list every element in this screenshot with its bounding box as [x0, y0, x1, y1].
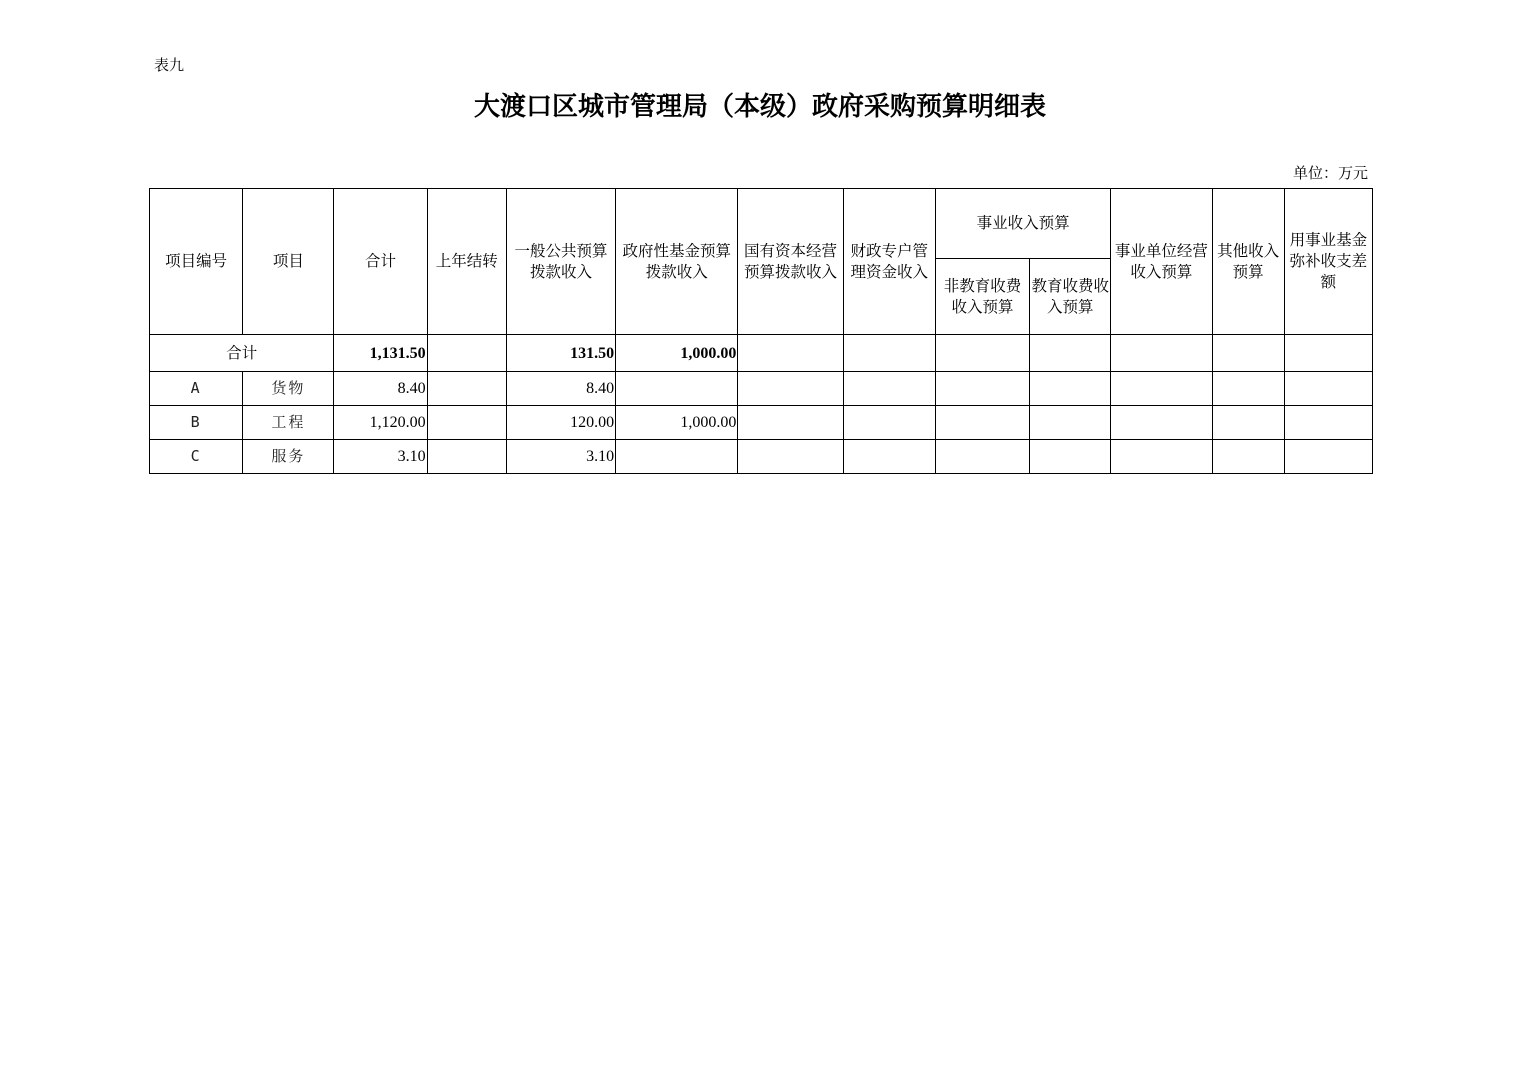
total-fund-balance [1284, 335, 1372, 372]
row-unit-operating [1111, 406, 1212, 440]
header-state-capital: 国有资本经营预算拨款收入 [738, 189, 843, 335]
total-non-edu-fee [935, 335, 1029, 372]
total-unit-operating [1111, 335, 1212, 372]
table-row [150, 406, 1373, 440]
header-gov-fund: 政府性基金预算拨款收入 [616, 189, 738, 335]
header-other-income: 其他收入预算 [1212, 189, 1284, 335]
row-other-income [1212, 406, 1284, 440]
total-total: 1,131.50 [334, 335, 427, 372]
row-general-budget: 120.00 [506, 406, 615, 440]
header-row [150, 189, 1373, 259]
row-carryover [427, 372, 506, 406]
row-non-edu-fee [935, 372, 1029, 406]
row-edu-fee [1030, 440, 1111, 474]
row-code: C [150, 440, 243, 474]
row-total: 3.10 [334, 440, 427, 474]
row-total: 1,120.00 [334, 406, 427, 440]
row-state-capital [738, 440, 843, 474]
header-fund-balance: 用事业基金弥补收支差额 [1284, 189, 1372, 335]
row-unit-operating [1111, 372, 1212, 406]
table-row [150, 372, 1373, 406]
header-item: 项目 [243, 189, 334, 335]
row-fund-balance [1284, 372, 1372, 406]
row-other-income [1212, 440, 1284, 474]
row-unit-operating [1111, 440, 1212, 474]
total-state-capital [738, 335, 843, 372]
table-number-label: 表九 [154, 56, 185, 74]
row-gov-fund: 1,000.00 [616, 406, 738, 440]
row-item: 服务 [243, 440, 334, 474]
total-edu-fee [1030, 335, 1111, 372]
total-carryover [427, 335, 506, 372]
row-code: A [150, 372, 243, 406]
total-other-income [1212, 335, 1284, 372]
header-total: 合计 [334, 189, 427, 335]
row-special-fund [843, 406, 935, 440]
row-code: B [150, 406, 243, 440]
row-item: 货物 [243, 372, 334, 406]
total-gov-fund: 1,000.00 [616, 335, 738, 372]
row-fund-balance [1284, 406, 1372, 440]
total-label: 合计 [150, 335, 334, 372]
unit-label: 单位：万元 [1292, 164, 1368, 182]
row-state-capital [738, 406, 843, 440]
header-code: 项目编号 [150, 189, 243, 335]
header-edu-fee: 教育收费收入预算 [1030, 259, 1111, 335]
row-special-fund [843, 440, 935, 474]
row-gov-fund [616, 372, 738, 406]
row-general-budget: 3.10 [506, 440, 615, 474]
procurement-budget-table [149, 188, 1373, 474]
header-non-edu-fee: 非教育收费收入预算 [935, 259, 1029, 335]
row-edu-fee [1030, 406, 1111, 440]
header-unit-operating: 事业单位经营收入预算 [1111, 189, 1212, 335]
row-carryover [427, 440, 506, 474]
header-business-income: 事业收入预算 [935, 189, 1110, 259]
row-general-budget: 8.40 [506, 372, 615, 406]
row-carryover [427, 406, 506, 440]
header-special-fund: 财政专户管理资金收入 [843, 189, 935, 335]
row-other-income [1212, 372, 1284, 406]
table-row [150, 440, 1373, 474]
row-state-capital [738, 372, 843, 406]
total-general-budget: 131.50 [506, 335, 615, 372]
header-carryover: 上年结转 [427, 189, 506, 335]
row-item: 工程 [243, 406, 334, 440]
row-fund-balance [1284, 440, 1372, 474]
row-edu-fee [1030, 372, 1111, 406]
row-non-edu-fee [935, 406, 1029, 440]
total-special-fund [843, 335, 935, 372]
total-row [150, 335, 1373, 372]
row-total: 8.40 [334, 372, 427, 406]
row-gov-fund [616, 440, 738, 474]
header-general-budget: 一般公共预算拨款收入 [506, 189, 615, 335]
row-non-edu-fee [935, 440, 1029, 474]
page-title: 大渡口区城市管理局（本级）政府采购预算明细表 [473, 92, 1046, 122]
row-special-fund [843, 372, 935, 406]
